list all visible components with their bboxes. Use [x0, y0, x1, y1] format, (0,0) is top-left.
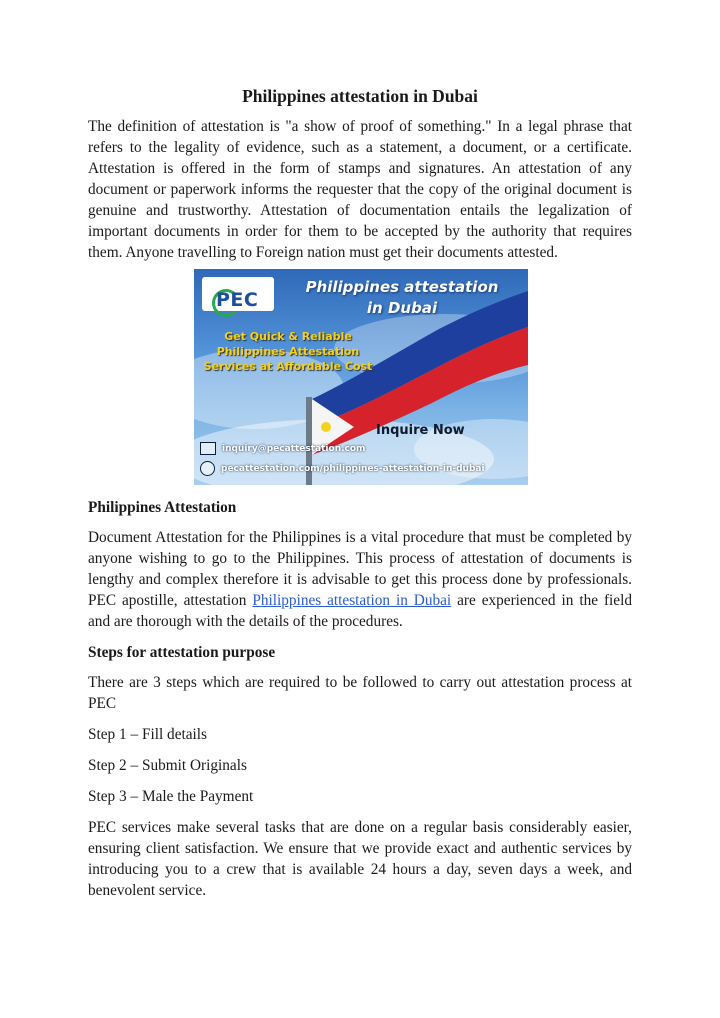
steps-intro: There are 3 steps which are required to be followed to carry out attestation process at PEC [88, 674, 632, 712]
banner-website-row [200, 461, 485, 477]
section1-paragraph [88, 527, 632, 632]
section1-text-after-link: are experienced in the field and are thorough with the details of the procedures. [88, 592, 632, 630]
logo-text: PEC [216, 289, 259, 311]
intro-paragraph: The definition of attestation is "a show of proof of something." In a legal phrase that refers to the legality of evidence, such as a statement, a document, or a certificate. Attestation is offered in the form of stamps and signatures. An attestation of any document or paperwork informs the requester that the copy of the original document is genuine and trustworthy. Attestation of documentation entails the legalization of important documents in order for them to be accepted by the authority that requires them. Anyone travelling to Foreign nation must get their documents attested. [88, 118, 632, 261]
banner-tagline: Get Quick & Reliable Philippines Attestation Services at Affordable Cost [203, 330, 373, 373]
promo-banner-image [194, 269, 528, 485]
step-item-3: Step 3 – Male the Payment [88, 788, 254, 805]
step-item-2: Step 2 – Submit Originals [88, 757, 247, 774]
envelope-icon [200, 442, 216, 455]
banner-title-line1: Philippines attestation [305, 278, 499, 296]
section-heading-philippines-attestation: Philippines Attestation [88, 499, 237, 516]
page-title: Philippines attestation in Dubai [242, 86, 478, 106]
banner-website: pecattestation.com/philippines-attestation-in-dubai [221, 464, 485, 474]
banner-email: inquiry@pecattestation.com [222, 444, 366, 454]
closing-paragraph: PEC services make several tasks that are done on a regular basis considerably easier, ensuring client satisfaction. We ensure that we provide exact and authentic services by introducing you to a crew that is available 24 hours a day, seven days a week, and benevolent service. [88, 819, 632, 899]
pec-logo [202, 277, 274, 311]
banner-title-line2: in Dubai [366, 299, 438, 317]
banner-email-row [200, 441, 365, 457]
section1-text-before-link: Document Attestation for the Philippines is a vital procedure that must be completed by anyone wishing to go to the Philippines. This process of attestation of documents is lengthy and complex therefore it is advisable to get this process done by professionals. PEC apostille, attestation [88, 529, 632, 609]
document-page [88, 84, 632, 901]
philippines-attestation-link[interactable]: Philippines attestation in Dubai [252, 592, 452, 609]
globe-icon [200, 461, 215, 476]
banner-inquire-now: Inquire Now [376, 423, 465, 438]
step-item-1: Step 1 – Fill details [88, 726, 207, 743]
banner-title [280, 277, 524, 319]
section-heading-steps: Steps for attestation purpose [88, 644, 276, 661]
